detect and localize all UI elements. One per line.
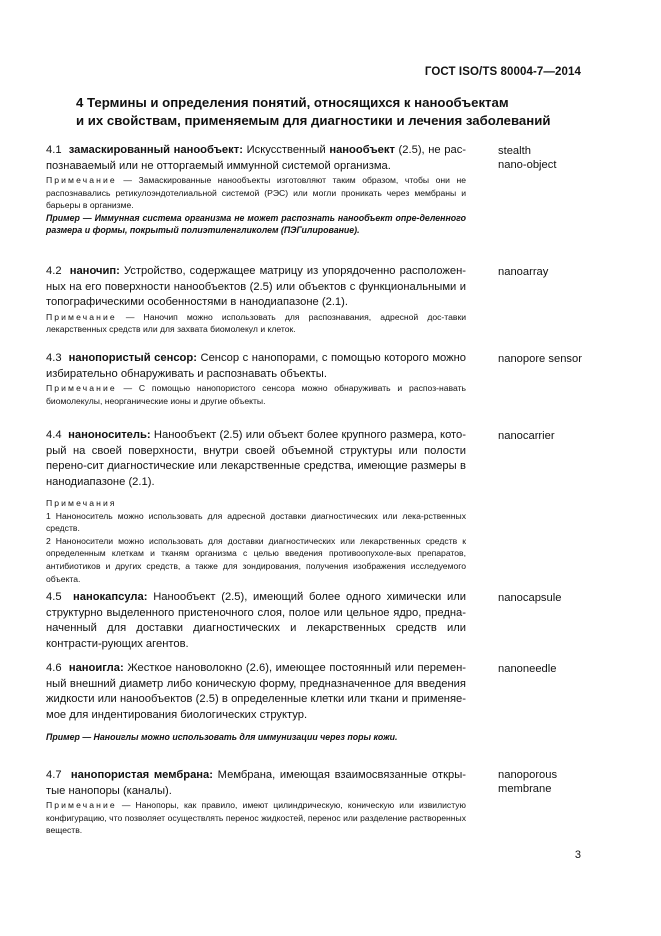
term-example <box>46 212 466 237</box>
definition-reference-term: нанообъект <box>329 144 395 156</box>
definition-text: Устройство, содержащее матрицу из упорядоченно расположен-ных на его поверхности нанообъектов (2.5) или объектов с функциональными и топографическими особенностями в нанодиапазоне (2.1). <box>46 265 467 308</box>
term-name: замаскированный нанообъект: <box>68 144 243 156</box>
english-term-line: nano-object <box>498 158 557 171</box>
term-number: 4.5 <box>46 591 62 603</box>
term-number: 4.7 <box>46 769 62 781</box>
term-name: наноигла: <box>68 662 124 674</box>
term-entry-4-6 <box>46 661 466 744</box>
term-definition <box>46 661 466 723</box>
term-entry-4-1 <box>46 143 466 237</box>
section-title-line1: 4 Термины и определения понятий, относящихся к нанообъектам <box>76 95 509 110</box>
definition-text: Сенсор с нанопорами, с помощью которого можно избирательно обнаруживать и распознавать объекты. <box>46 352 467 380</box>
note-label: Примечание <box>46 383 117 393</box>
term-number: 4.6 <box>46 662 62 674</box>
english-term-4-2 <box>498 266 608 280</box>
term-note-1: 1 Наноноситель можно использовать для адресной доставки диагностических или лека-рственных средств. <box>46 510 466 534</box>
definition-part: Искусственный <box>246 144 330 156</box>
note-text: — Наночип можно использовать для распознавания, адресной дос-тавки лекарственных средств или для захвата биомолекул и клеток. <box>46 311 467 335</box>
term-notes-heading <box>46 497 466 510</box>
term-definition <box>46 143 466 174</box>
note-label: Примечание <box>46 311 117 322</box>
term-number: 4.3 <box>46 352 62 364</box>
standard-designation: ГОСТ ISO/TS 80004-7—2014 <box>424 66 581 78</box>
definition-text: Мембрана, имеющая взаимосвязанные откры-тые нанопоры (каналы). <box>46 769 466 797</box>
english-term-4-3 <box>498 353 608 367</box>
note-text: — С помощью нанопористого сенсора можно обнаруживать и распоз-навать биомолекулы, неорганические ионы и другие объекты. <box>46 383 466 406</box>
term-entry-4-5 <box>46 590 466 652</box>
english-term-4-7 <box>498 769 608 796</box>
example-label: Пример <box>46 732 80 742</box>
term-definition <box>46 428 466 490</box>
term-name: нанопористый сенсор: <box>68 352 197 364</box>
term-name: нанокапсула: <box>72 591 148 603</box>
term-entry-4-4 <box>46 428 466 585</box>
english-term-4-4 <box>498 430 608 444</box>
english-term-4-6 <box>498 663 608 677</box>
term-name: наноноситель: <box>68 429 151 441</box>
term-number: 4.4 <box>46 429 62 441</box>
term-entry-4-3 <box>46 351 466 407</box>
english-term-line: nanocarrier <box>498 430 555 442</box>
english-term-line: stealth <box>498 145 531 157</box>
english-term-line: nanopore sensor <box>498 353 582 365</box>
note-text: — Нанопоры, как правило, имеют цилиндрическую, коническую или извилистую конфигурацию, что позволяет осуществлять перенос жидкостей, перенос или разделение растворенных веществ. <box>46 800 466 836</box>
term-number: 4.1 <box>46 144 62 156</box>
definition-part: (2.5), не рас-познаваемый или не отторгаемый иммунной системой организма. <box>46 144 467 172</box>
example-text: — Наноиглы можно использовать для иммунизации через поры кожи. <box>82 732 398 742</box>
english-term-4-1 <box>498 145 608 172</box>
example-text: — Иммунная система организма не может распознать нанообъект опре-деленного размера и формы, покрытый полиэтиленгликолем (ПЭГилирование). <box>46 212 466 236</box>
term-note <box>46 174 466 212</box>
term-note <box>46 311 466 336</box>
term-note-2: 2 Наноносители можно использовать для доставки диагностических или лекарственных средств к определенным клеткам и тканям организма с целью введения противоопухоле-вых препаратов, антибиотиков и других средств, а также для зондирования, получения изображения исследуемого объекта. <box>46 535 466 584</box>
term-definition <box>46 351 466 382</box>
section-title <box>76 94 576 130</box>
english-term-line: nanoporous <box>498 769 558 781</box>
note-label: Примечание <box>46 800 117 810</box>
term-definition <box>46 264 466 311</box>
example-label: Пример <box>46 212 80 223</box>
english-term-line: nanoarray <box>498 266 549 278</box>
notes-label: Примечания <box>46 498 117 508</box>
definition-text: Жесткое нановолокно (2.6), имеющее постоянный или перемен-ный внешний диаметр либо коническую форму, предназначенное для введения жидкости или нанообъектов (2.5) в определенные клетки или ткани и применяе-мое для индентирования биологических структур. <box>46 662 466 721</box>
term-note <box>46 382 466 407</box>
term-note <box>46 799 466 837</box>
english-term-line: membrane <box>498 782 552 795</box>
english-term-line: nanoneedle <box>498 663 557 675</box>
definition-text: Нанообъект (2.5), имеющий более одного химически или структурно выделенного пристеночного слоя, полое или цельное ядро, предна-наченный для доставки диагностических и лекарственных средств или контрасти-рующих агентов. <box>46 591 467 650</box>
term-example <box>46 731 466 744</box>
note-text: — Замаскированные нанообъекты изготовляют таким образом, чтобы они не распознавались ретикулоэндотелиальной системой (РЭС) или могли проникать через мембраны и барьеры в организме. <box>46 175 467 211</box>
term-name: наночип: <box>69 265 120 277</box>
definition-text: Нанообъект (2.5) или объект более крупного размера, кото-рый на своей поверхности, внутри своей объемной структуры или полости перено-сит диагностические или лекарственные средства, имеющие размеры в нанодиапазоне (2.1). <box>46 429 467 488</box>
term-entry-4-2 <box>46 264 466 336</box>
note-label: Примечание <box>46 175 117 185</box>
term-number: 4.2 <box>46 265 62 277</box>
term-name: нанопористая мембрана: <box>70 769 213 781</box>
page-number: 3 <box>574 849 581 861</box>
english-term-4-5 <box>498 592 608 606</box>
section-title-line2: и их свойствам, применяемым для диагностики и лечения заболеваний <box>76 113 551 128</box>
term-definition <box>46 768 466 799</box>
english-term-line: nanocapsule <box>498 592 562 604</box>
term-definition <box>46 590 466 652</box>
term-entry-4-7 <box>46 768 466 837</box>
